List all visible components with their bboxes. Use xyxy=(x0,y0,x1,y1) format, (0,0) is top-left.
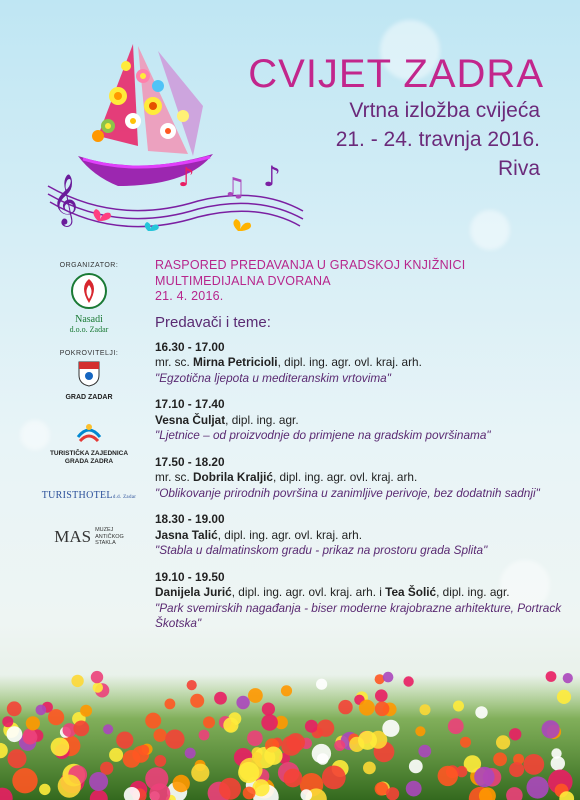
lecture-time: 18.30 - 19.00 xyxy=(155,512,225,526)
flower-blossom xyxy=(165,699,176,710)
lecture-speaker xyxy=(155,413,565,429)
flower-blossom xyxy=(383,672,394,683)
flower-blossom xyxy=(527,776,549,798)
turisthotel-logo xyxy=(34,490,144,501)
flower-blossom xyxy=(248,688,263,703)
flower-blossom xyxy=(2,716,13,727)
lecture-topic: "Oblikovanje prirodnih površina u zanimljive perivoje, bez dodatnih sadnji" xyxy=(155,485,540,500)
flower-blossom xyxy=(316,679,327,690)
speaker-credentials-2: , dipl. ing. agr. xyxy=(436,585,510,599)
flower-blossom xyxy=(12,768,37,793)
lecture-item xyxy=(155,340,565,387)
tz-line2: GRADA ZADRA xyxy=(64,458,114,465)
flower-blossom xyxy=(493,752,507,766)
flower-blossom xyxy=(363,762,376,775)
svg-text:♪: ♪ xyxy=(178,163,195,193)
flower-blossom xyxy=(89,772,108,791)
speaker-name: Vesna Čuljat xyxy=(155,412,226,427)
lecture-time: 17.10 - 17.40 xyxy=(155,397,225,411)
speaker-name: Jasna Talić xyxy=(155,527,218,542)
nasadi-logo-icon xyxy=(71,273,107,309)
flower-blossom xyxy=(191,764,209,782)
flower-blossom xyxy=(71,675,83,687)
flower-blossom xyxy=(509,762,524,777)
flower-blossom xyxy=(382,720,399,737)
flower-blossom xyxy=(523,754,544,775)
flower-blossom xyxy=(420,704,431,715)
flower-blossom xyxy=(154,755,166,767)
flower-blossom xyxy=(173,775,190,792)
lecture-time: 17.50 - 18.20 xyxy=(155,454,225,469)
flower-blossom xyxy=(252,752,262,762)
tz-line1: TURISTIČKA ZAJEDNICA xyxy=(49,450,129,457)
flower-blossom xyxy=(305,720,318,733)
flower-blossom xyxy=(375,702,390,717)
nasadi-name: Nasadi xyxy=(75,314,103,325)
flower-blossom xyxy=(264,747,282,765)
program-intro: Predavači i teme: xyxy=(155,313,271,331)
speaker-name: Danijela Jurić xyxy=(155,585,232,599)
flower-blossom xyxy=(509,728,521,740)
flower-blossom xyxy=(475,706,487,718)
bokeh-light xyxy=(470,210,510,250)
sponsors-column xyxy=(34,262,144,547)
flower-blossom xyxy=(375,689,388,702)
grad-zadar-label: GRAD ZADAR xyxy=(65,394,113,401)
lecture-item xyxy=(155,397,565,444)
lecture-speaker xyxy=(155,585,565,601)
flower-blossom xyxy=(23,729,36,742)
venue-line2: MULTIMEDIJALNA DVORANA xyxy=(155,273,331,288)
svg-text:♪: ♪ xyxy=(263,160,281,193)
subtitle-name: Vrtna izložba cvijeća xyxy=(349,99,540,122)
flower-blossom xyxy=(93,682,103,692)
lecture-topic: "Park svemirskih nagađanja - biser moderne krajobrazne arhitekture, Portrack Škotska" xyxy=(155,600,562,630)
flower-blossom xyxy=(317,720,334,737)
mas-line1: MUZEJ xyxy=(95,527,114,534)
speaker-prefix: mr. sc. xyxy=(155,355,194,369)
flower-blossom xyxy=(247,730,263,746)
speaker-credentials: , dipl. ing. agr. ovl. kraj. arh. xyxy=(217,527,362,542)
lecture-time: 16.30 - 17.00 xyxy=(155,339,225,354)
turisthotel-suffix: d.d. Zadar xyxy=(112,495,137,500)
speaker-name: Mirna Petricioli xyxy=(193,355,278,369)
nasadi-sub: d.o.o. Zadar xyxy=(69,325,109,334)
flower-blossom xyxy=(563,673,573,683)
flower-blossom xyxy=(358,731,377,750)
flower-blossom xyxy=(8,749,27,768)
grad-zadar-coat-of-arms-icon xyxy=(78,361,100,387)
event-title: CVIJET ZADRA xyxy=(248,52,544,96)
flower-blossom xyxy=(116,732,133,749)
speaker-credentials: , dipl. ing. agr. xyxy=(225,412,299,427)
flower-blossom xyxy=(262,703,275,716)
subtitle-location: Riva xyxy=(497,157,540,180)
tz-zadar-logo-icon xyxy=(76,421,102,443)
flower-blossom xyxy=(58,775,81,798)
flower-blossom xyxy=(7,701,22,716)
flower-blossom xyxy=(190,694,204,708)
flower-blossom xyxy=(123,750,141,768)
venue-line1: RASPORED PREDAVANJA U GRADSKOJ KNJIŽNICI xyxy=(155,258,466,272)
flower-blossom xyxy=(409,760,423,774)
organizer-label: ORGANIZATOR: xyxy=(59,262,119,269)
lecture-item xyxy=(155,570,565,632)
flower-field-illustration xyxy=(0,655,580,800)
treble-clef-icon: 𝄞 xyxy=(52,174,79,225)
flower-blossom xyxy=(109,748,123,762)
lecture-topic: "Stabla u dalmatinskom gradu - prikaz na prostoru grada Splita" xyxy=(155,543,488,557)
mas-text xyxy=(95,527,124,547)
lecture-topic: "Egzotična ljepota u mediteranskim vrtovima" xyxy=(155,370,391,385)
subtitle-dates: 21. - 24. travnja 2016. xyxy=(335,128,540,151)
flower-blossom xyxy=(551,756,565,770)
flower-blossom xyxy=(80,705,92,717)
flower-blossom xyxy=(243,787,256,800)
flower-blossom xyxy=(415,726,425,736)
flower-blossom xyxy=(26,716,40,730)
flower-blossom xyxy=(145,713,161,729)
lecture-item xyxy=(155,512,565,559)
flower-blossom xyxy=(448,718,464,734)
flower-blossom xyxy=(418,745,431,758)
lecture-item xyxy=(155,455,565,502)
venue-heading xyxy=(155,258,565,305)
flower-blossom xyxy=(165,730,184,749)
flower-blossom xyxy=(261,714,278,731)
speaker-name-2: Tea Šolić xyxy=(385,585,437,599)
flower-blossom xyxy=(281,685,292,696)
flower-blossom xyxy=(185,748,196,759)
lecture-speaker xyxy=(155,470,565,486)
flower-blossom xyxy=(386,787,399,800)
flower-blossom xyxy=(219,778,241,800)
flower-blossom xyxy=(286,733,305,752)
flower-blossom xyxy=(48,709,64,725)
speaker-credentials: , dipl. ing. agr. ovl. kraj. arh. i xyxy=(231,585,386,599)
flower-blossom xyxy=(474,767,494,787)
mas-logo-mark: MAS xyxy=(54,527,92,546)
flower-blossom xyxy=(214,692,227,705)
flower-blossom xyxy=(6,726,22,742)
lecture-topic: "Ljetnice – od proizvodnje do primjene na gradskim površinama" xyxy=(155,428,491,442)
flower-blossom xyxy=(496,735,510,749)
flower-blossom xyxy=(91,671,103,683)
speaker-name: Dobrila Kraljić xyxy=(193,470,273,484)
mas-logo xyxy=(34,527,144,547)
flower-blossom xyxy=(154,729,167,742)
flower-blossom xyxy=(403,676,413,686)
flower-blossom xyxy=(223,718,238,733)
flower-blossom xyxy=(103,724,113,734)
mas-line2: ANTIČKOG xyxy=(95,533,124,540)
venue-date: 21. 4. 2016. xyxy=(155,289,224,303)
svg-text:♫: ♫ xyxy=(223,173,247,203)
speaker-credentials: , dipl. ing. agr. ovl. kraj. arh. xyxy=(277,355,422,369)
flower-blossom xyxy=(51,738,70,757)
lecture-speaker xyxy=(155,355,565,371)
lecture-program xyxy=(155,258,565,643)
flower-blossom xyxy=(36,705,47,716)
flower-blossom xyxy=(312,744,331,763)
tz-zadar-label xyxy=(34,450,144,466)
flower-blossom xyxy=(284,769,303,788)
flower-blossom xyxy=(203,716,215,728)
flower-blossom xyxy=(334,740,345,751)
flower-blossom xyxy=(406,781,422,797)
flower-blossom xyxy=(73,721,89,737)
flower-blossom xyxy=(438,766,458,786)
flower-blossom xyxy=(199,730,210,741)
lecture-time: 19.10 - 19.50 xyxy=(155,569,225,584)
flower-blossom xyxy=(39,784,50,795)
flower-blossom xyxy=(322,766,346,790)
lecture-speaker xyxy=(155,528,565,544)
flower-blossom xyxy=(187,680,197,690)
mas-line3: STAKLA xyxy=(95,540,116,547)
event-subtitle xyxy=(336,96,540,183)
flower-blossom xyxy=(338,700,352,714)
flower-blossom xyxy=(453,701,464,712)
flower-blossom xyxy=(236,696,249,709)
flower-blossom xyxy=(460,737,471,748)
flower-blossom xyxy=(557,690,571,704)
turisthotel-name: TURISTHOTEL xyxy=(41,490,113,501)
flower-blossom xyxy=(542,720,560,738)
flower-blossom xyxy=(359,700,375,716)
speaker-credentials: , dipl. ing. agr. ovl. kraj. arh. xyxy=(273,470,418,484)
patrons-label: POKROVITELJI: xyxy=(59,350,119,357)
speaker-prefix: mr. sc. xyxy=(155,470,194,484)
flower-blossom xyxy=(546,671,557,682)
flower-blossom xyxy=(138,745,149,756)
flower-blossom xyxy=(238,762,259,783)
